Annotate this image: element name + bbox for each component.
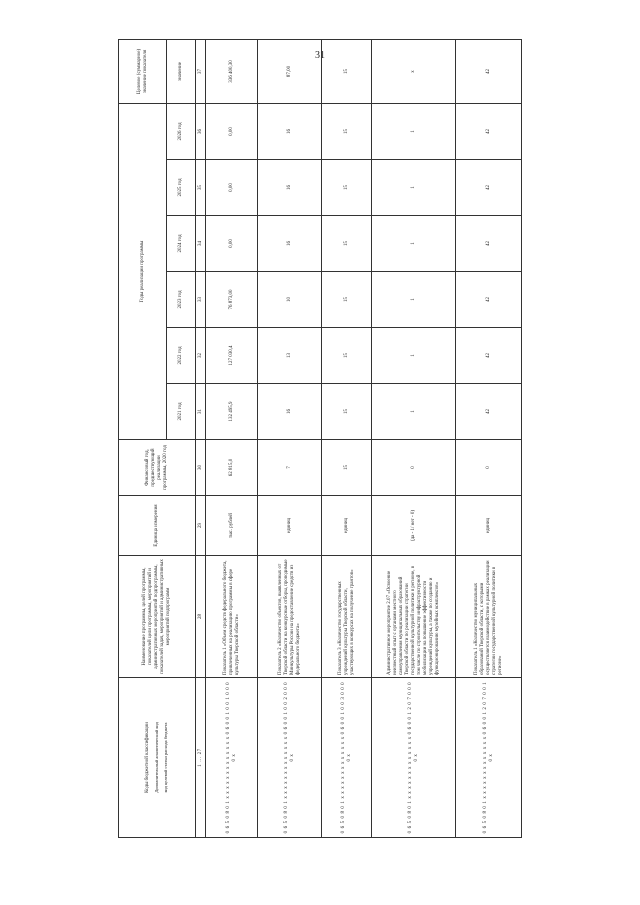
table-row [322,39,372,837]
page-number: 31 [315,50,325,61]
row-value-2024: 42 [456,216,522,272]
row-base: 15 [322,440,372,496]
colnum-30: 30 [196,440,206,496]
header-year-2021: 2021 год [167,384,196,440]
header-final-sub: значение [167,39,196,103]
row-value-2026: 15 [322,103,372,159]
colnum-31: 31 [196,384,206,440]
row-value-2023: 10 [258,272,322,328]
row-value-2026: 42 [456,103,522,159]
header-budget-codes-label: Коды бюджетной классификации [145,722,150,793]
program-indicators-table [118,39,522,838]
row-value-2021: 16 [258,384,322,440]
row-name: Показатель 2 «Количество объектов, выявленных от Тверской области на конкурсные отборы, проводимые Минкультуры России на предоставление средств из федерального бюджета» [258,556,322,678]
table-row [206,39,258,837]
colnum-29: 29 [196,496,206,556]
row-value-2023: 15 [322,272,372,328]
row-code: 0 6 5 0 8 0 1 x x x x x x x x x x x x x 0 6 0 0 1 0 0 3 0 0 0 0 x [322,678,372,838]
row-name: Показатель 3 «Количество государственных учреждений культуры Тверской области, участвующих в конкурсах на получение грантов» [322,556,372,678]
row-value-2022: 15 [322,328,372,384]
colnum-32: 32 [196,328,206,384]
row-value-2026: 1 [372,103,456,159]
row-value-2026: 0,00 [206,103,258,159]
header-budget-codes [119,678,196,838]
row-value-2024: 15 [322,216,372,272]
row-value-2024: 16 [258,216,322,272]
row-value-2022: 42 [456,328,522,384]
header-year-2025: 2025 год [167,160,196,216]
colnum-28: 28 [196,556,206,678]
colnum-36: 36 [196,103,206,159]
row-unit: тыс. рублей [206,496,258,556]
row-code: 0 6 5 0 8 0 1 x x x x x x x x x x x x x 0 6 0 0 1 0 0 1 0 0 0 0 x [206,678,258,838]
row-base: 7 [258,440,322,496]
row-value-2024: 1 [372,216,456,272]
header-target-article-label: код целевой статьи расхода бюджета [163,722,168,793]
row-value-2023: 76 873,00 [206,272,258,328]
row-value-2022: 1 [372,328,456,384]
row-code: 0 6 5 0 8 0 1 x x x x x x x x x x x x x 0 6 0 0 1 0 0 2 0 0 0 0 x [258,678,322,838]
row-final: 336 400,30 [206,39,258,103]
row-value-2023: 1 [372,272,456,328]
table-row [372,39,456,837]
colnum-37: 37 [196,39,206,103]
colnum-35: 35 [196,160,206,216]
row-name: Показатель 1 «Объем средств федерального бюджета, привлеченных на реализацию программы в сфере культуры Тверской области» [206,556,258,678]
row-final: 42 [456,39,522,103]
row-final: 87,00 [258,39,322,103]
row-value-2021: 42 [456,384,522,440]
header-year-2022: 2022 год [167,328,196,384]
colnum-codes: 1 … 27 [196,678,206,838]
row-value-2025: 0,00 [206,160,258,216]
row-unit: единиц [456,496,522,556]
row-value-2024: 0,00 [206,216,258,272]
colnum-34: 34 [196,216,206,272]
row-name: Показатель 1 «Количество муниципальных образований Тверской области, с которыми осуществляется взаимодействие в рамках реализации стратегии государственной культурной политики в регионе» [456,556,522,678]
row-value-2025: 15 [322,160,372,216]
row-value-2021: 1 [372,384,456,440]
row-value-2022: 127 030,4 [206,328,258,384]
row-final: 15 [322,39,372,103]
row-code: 0 6 5 0 8 0 1 x x x x x x x x x x x x x 0 6 0 0 1 2 0 7 0 0 0 0 x [372,678,456,838]
header-year-2026: 2026 год [167,103,196,159]
colnum-33: 33 [196,272,206,328]
table-row [456,39,522,837]
header-final: Целевое (суммарное) значение показателя [119,39,167,103]
row-base: 0 [372,440,456,496]
row-value-2025: 42 [456,160,522,216]
program-indicators-table-rotated [118,40,522,838]
row-unit: единиц [322,496,372,556]
header-additional-code-label: Дополнительный аналитический код [154,722,159,793]
row-value-2021: 132 495,9 [206,384,258,440]
header-year-2024: 2024 год [167,216,196,272]
header-name: Наименование программы, целей программы, показателей цели программы, мероприятий и административных мероприятий подпрограммы, показателей задач, мероприятий и административных мероприятий подпрограмм [119,556,196,678]
row-final: x [372,39,456,103]
row-value-2022: 13 [258,328,322,384]
row-value-2023: 42 [456,272,522,328]
row-value-2026: 16 [258,103,322,159]
row-name: Административное мероприятие 2.07 «Освоение неизвестный опыт с органами местного самоуправления муниципальных образований Тверской области по реализации стратегии государственной культурной политики в регионе, в том числе по строительству инфраструктурной мобилизации на повышение эффективности учреждений культуры, а также по созданию и функционированию музейных комплексов» [372,556,456,678]
row-base: 62 815,0 [206,440,258,496]
row-code: 0 6 5 0 8 0 1 x x x x x x x x x x x x x 0 6 0 0 1 2 0 7 0 0 1 0 x [456,678,522,838]
row-unit: (да - 1/ нет - 0) [372,496,456,556]
row-value-2021: 15 [322,384,372,440]
row-base: 0 [456,440,522,496]
row-value-2025: 16 [258,160,322,216]
table-row [258,39,322,837]
header-years-title: Годы реализации программы [119,103,167,439]
row-unit: единиц [258,496,322,556]
header-year-2023: 2023 год [167,272,196,328]
header-base-year: Финансовый год, предшествующий реализации программы, 2020 год [119,440,196,496]
row-value-2025: 1 [372,160,456,216]
header-unit: Единица измерения [119,496,196,556]
